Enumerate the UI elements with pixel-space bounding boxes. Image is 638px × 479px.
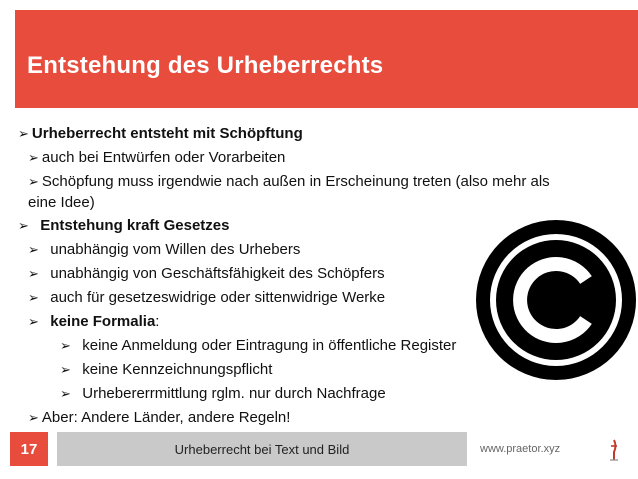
page-number: 17	[10, 432, 48, 466]
title-bar-right-strip	[627, 10, 638, 108]
arrow-bullet-icon: ➢	[28, 291, 39, 306]
footer-title: Urheberrecht bei Text und Bild	[57, 432, 467, 466]
arrow-bullet-icon: ➢	[18, 219, 29, 234]
bullet-text: auch bei Entwürfen oder Vorarbeiten	[41, 149, 286, 166]
footer-url[interactable]: www.praetor.xyz	[480, 443, 561, 455]
bullet-text: Aber: Andere Länder, andere Regeln!	[41, 409, 291, 426]
bullet-text: Urhebererrmittlung rglm. nur durch Nachfrage	[82, 385, 386, 402]
bullet-text: keine Kennzeichnungspflicht	[82, 361, 273, 378]
arrow-bullet-icon: ➢	[28, 151, 39, 166]
title-bar	[15, 10, 627, 108]
arrow-bullet-icon: ➢	[18, 127, 29, 142]
arrow-bullet-icon: ➢	[28, 243, 39, 258]
bullet-level2	[28, 408, 598, 429]
bullet-text: Schöpfung muss irgendwie nach außen in Erscheinung treten (also mehr als eine Idee)	[28, 173, 550, 211]
bullet-text-bold: keine Formalia	[50, 313, 156, 330]
arrow-bullet-icon: ➢	[28, 267, 39, 282]
bullet-text: auch für gesetzeswidrige oder sittenwidrige Werke	[50, 289, 386, 306]
footer	[0, 430, 638, 470]
arrow-bullet-icon: ➢	[28, 315, 39, 330]
arrow-bullet-icon: ➢	[60, 339, 71, 354]
bullet-text: Urheberrecht entsteht mit Schöpftung	[31, 125, 303, 142]
copyright-symbol-icon	[474, 218, 638, 382]
arrow-bullet-icon: ➢	[28, 411, 39, 426]
praetor-logo-icon	[601, 438, 627, 462]
bullet-text: keine Anmeldung oder Eintragung in öffentliche Register	[82, 337, 457, 354]
bullet-text: unabhängig von Geschäftsfähigkeit des Schöpfers	[50, 265, 385, 282]
bullet-text: unabhängig vom Willen des Urhebers	[50, 241, 301, 258]
bullet-level3	[60, 384, 598, 405]
bullet-colon: :	[155, 313, 160, 330]
arrow-bullet-icon: ➢	[60, 363, 71, 378]
arrow-bullet-icon: ➢	[60, 387, 71, 402]
slide-title: Entstehung des Urheberrechts	[27, 52, 384, 79]
arrow-bullet-icon: ➢	[28, 175, 39, 190]
bullet-level2	[28, 148, 598, 169]
bullet-level1	[18, 124, 598, 145]
bullet-level2	[28, 172, 598, 213]
bullet-text: Entstehung kraft Gesetzes	[40, 217, 230, 234]
